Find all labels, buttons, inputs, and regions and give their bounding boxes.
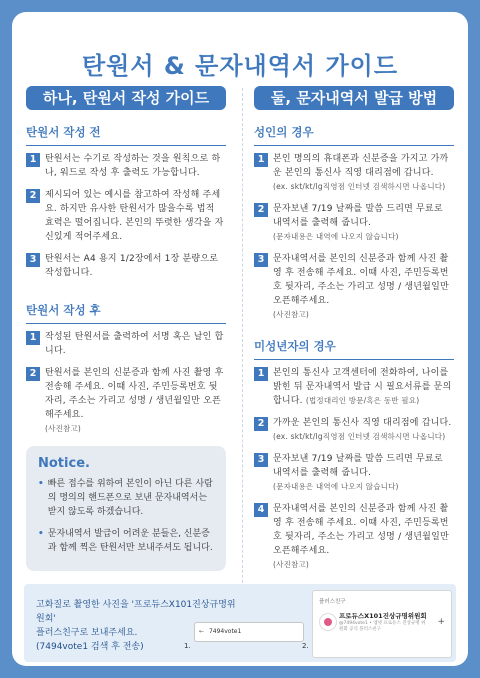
step-text: 문자내역서를 본인의 신분증과 함께 사진 촬영 후 전송해 주세요. 이때 사진, 주민등록번호 뒷자리, 주소는 가리고 성명 / 생년월일만 오픈해주세요. xyxy=(273,504,449,556)
notice-title: Notice. xyxy=(38,456,90,471)
step-note: (ex. skt/kt/lg직영점 인터넷 검색하시면 나옵니다) xyxy=(273,432,446,441)
step-number-badge: 1 xyxy=(26,153,40,167)
list-item xyxy=(26,188,226,244)
list-item xyxy=(254,502,454,572)
step-note: (사진참고) xyxy=(273,310,310,319)
step-number-badge: 2 xyxy=(26,367,40,381)
step-note: (문자내용은 내역에 나오지 않습니다) xyxy=(273,482,399,491)
step-text-block xyxy=(273,502,454,572)
step-note: (사진참고) xyxy=(45,424,82,433)
step-text: 문자보낸 7/19 날짜를 말씀 드리면 무료로 내역서를 출력해 줍니다. xyxy=(273,454,443,478)
search-input-example xyxy=(194,622,304,642)
list-item xyxy=(254,452,454,494)
card-badge: 플러스친구 xyxy=(319,599,346,605)
step-number-badge: 2 xyxy=(254,417,268,431)
step-label: 2. xyxy=(302,642,309,650)
step-text: 탄원서는 수기로 작성하는 것을 원칙으로 하나, 워드로 작성 후 출력도 가능합니다. xyxy=(45,154,221,178)
step-number-badge: 4 xyxy=(254,503,268,517)
step-text-block xyxy=(45,366,226,436)
add-friend-icon: + xyxy=(437,617,445,627)
step-text: 작성된 탄원서를 출력하여 서명 혹은 날인 합니다. xyxy=(45,332,224,356)
step-number-badge: 1 xyxy=(254,153,268,167)
step-text: 본인의 통신사 고객센터에 전화하여, 나이를 밝힌 뒤 문자내역서 발급 시 필요서류를 문의합니다. xyxy=(273,368,452,406)
list-item xyxy=(254,252,454,322)
list-item xyxy=(254,416,454,444)
plus-friend-card xyxy=(312,590,452,658)
petition-guide-column xyxy=(26,86,226,571)
footer-instructions xyxy=(24,584,456,662)
channel-logo-icon xyxy=(319,613,337,631)
bullet-icon: • xyxy=(38,529,44,539)
back-arrow-icon: ← xyxy=(199,628,205,635)
step-text: 문자보낸 7/19 날짜를 말씀 드리면 무료로 내역서를 출력해 줍니다. xyxy=(273,204,443,228)
list-item xyxy=(254,152,454,194)
search-value: 7494vote1 xyxy=(208,628,242,635)
step-note: (ex. skt/kt/lg직영점 인터넷 검색하시면 나옵니다) xyxy=(273,182,446,191)
step-text-block xyxy=(273,202,454,244)
footer-line: (7494vote1 검색 후 전송) xyxy=(36,642,144,652)
notice-item xyxy=(38,527,214,555)
step-text-block xyxy=(273,366,454,408)
step-number-badge: 3 xyxy=(254,453,268,467)
list-item xyxy=(254,366,454,408)
card-name: 프로듀스X101진상규명위원회 xyxy=(339,612,427,620)
step-number-badge: 3 xyxy=(26,253,40,267)
step-text: 제시되어 있는 예시를 참고하여 작성해 주세요. 하지만 유사한 탄원서가 많을수록 법적 효력은 떨어집니다. 본인의 뚜렷한 생각을 자신있게 적어주세요. xyxy=(45,190,224,242)
list-item xyxy=(26,366,226,436)
footer-line: 플러스친구로 보내주세요. xyxy=(36,628,138,638)
step-number-badge: 3 xyxy=(254,253,268,267)
step-text: 탄원서를 본인의 신분증과 함께 사진 촬영 후 전송해 주세요. 이때 사진, 주민등록번호 뒷자리, 주소는 가리고 성명 / 생년월일만 오픈해주세요. xyxy=(45,368,224,420)
step-text-block xyxy=(273,152,454,194)
list-item xyxy=(26,330,226,358)
before-writing-title: 탄원서 작성 전 xyxy=(26,124,226,146)
bullet-icon: • xyxy=(38,479,44,489)
step-text: 탄원서는 A4 용지 1/2장에서 1장 분량으로 작성합니다. xyxy=(45,254,219,278)
page-title: 탄원서 & 문자내역서 가이드 xyxy=(81,52,399,80)
step-text-block xyxy=(273,452,454,494)
step-number-badge: 2 xyxy=(254,203,268,217)
column-divider xyxy=(242,88,243,608)
step-note: (문자내용은 내역에 나오지 않습니다) xyxy=(273,232,399,241)
message-record-column xyxy=(254,86,454,580)
step-text: 본인 명의의 휴대폰과 신분증을 가지고 가까운 본인의 통신사 직영 대리점에 갑니다. xyxy=(273,154,449,178)
step-number-badge: 1 xyxy=(26,331,40,345)
notice-text: 문자내역서 발급이 어려운 분들은, 신분증과 함께 찍은 탄원서만 보내주셔도 됩니다. xyxy=(47,529,213,553)
step-text-block xyxy=(273,252,454,322)
guide-page xyxy=(12,12,468,666)
footer-line: 고화질로 촬영한 사진을 '프로듀스X101진상규명위원회' xyxy=(36,600,236,624)
step-text: 가까운 본인의 통신사 직영 대리점에 갑니다. xyxy=(273,418,452,428)
step-number-badge: 2 xyxy=(26,189,40,203)
notice-box xyxy=(26,446,226,571)
step-note: (법정대리인 방문/혹은 동반 필요) xyxy=(305,396,420,405)
minor-case-title: 미성년자의 경우 xyxy=(254,338,454,360)
list-item xyxy=(254,202,454,244)
notice-item xyxy=(38,477,214,519)
after-writing-title: 탄원서 작성 후 xyxy=(26,302,226,324)
card-desc: @7494vote1 • 엠넷 프로듀스 진상규명 위원회 공식 플러스친구 xyxy=(339,621,426,632)
petition-guide-header: 하나, 탄원서 작성 가이드 xyxy=(26,86,226,110)
list-item xyxy=(26,252,226,280)
step-text-block xyxy=(273,416,451,444)
notice-text: 빠른 접수를 위하여 본인이 아닌 다른 사람의 명의의 핸드폰으로 보낸 문자내역서는 받지 않도록 하겠습니다. xyxy=(47,479,213,517)
adult-case-title: 성인의 경우 xyxy=(254,124,454,146)
step-label: 1. xyxy=(184,642,191,650)
message-record-header: 둘, 문자내역서 발급 방법 xyxy=(254,86,454,110)
step-note: (사진참고) xyxy=(273,560,310,569)
list-item xyxy=(26,152,226,180)
step-text: 문자내역서를 본인의 신분증과 함께 사진 촬영 후 전송해 주세요. 이때 사진, 주민등록번호 뒷자리, 주소는 가리고 성명 / 생년월일만 오픈해주세요. xyxy=(273,254,449,306)
step-number-badge: 1 xyxy=(254,367,268,381)
